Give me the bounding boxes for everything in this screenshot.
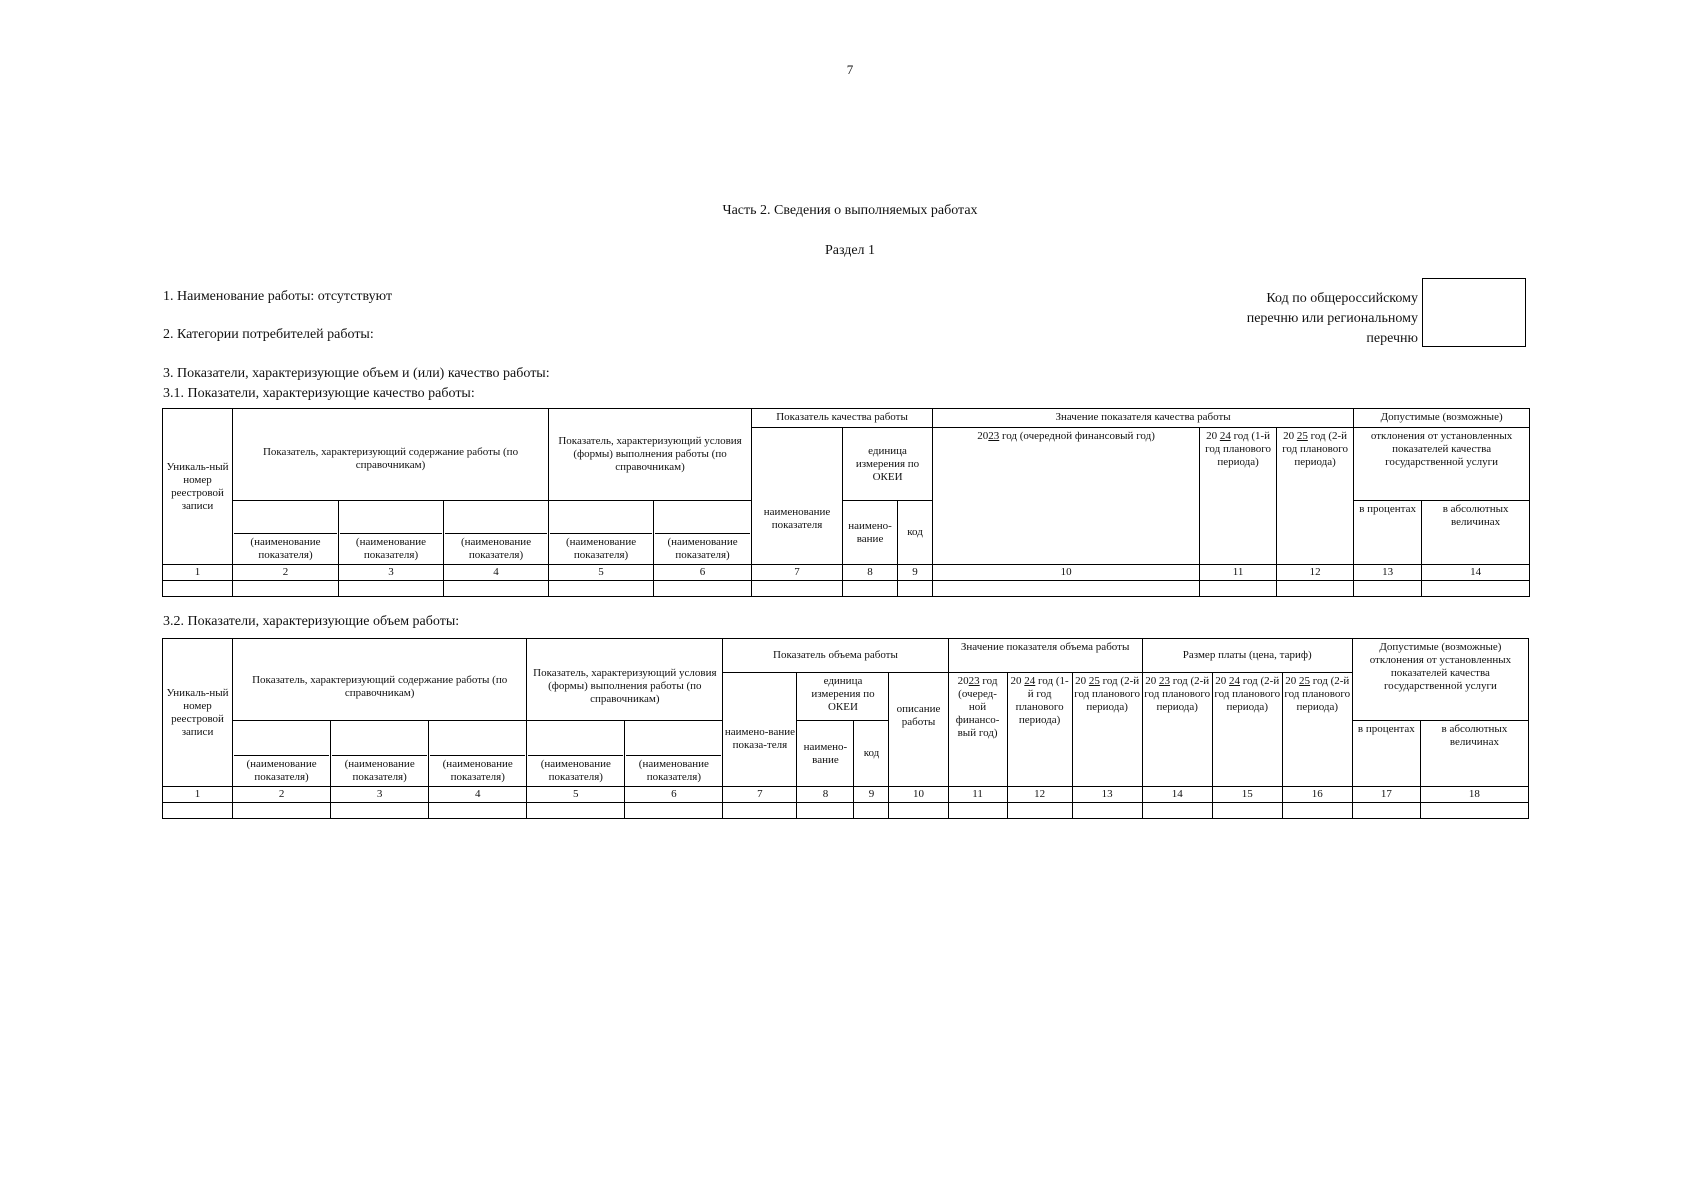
column-number-cell: 17 <box>1352 787 1420 803</box>
empty-cell <box>331 803 429 819</box>
unique-number-header: Уникаль-ный номер реестровой записи <box>163 639 233 787</box>
sub-name: (наименование показателя) <box>655 533 750 562</box>
empty-cell <box>898 581 933 597</box>
empty-cell <box>1200 581 1277 597</box>
absolute-header: в абсолютных величинах <box>1422 501 1530 565</box>
fee-year-3-header <box>1282 673 1352 787</box>
okei-unit-header: единица измерения по ОКЕИ <box>797 673 889 721</box>
year-value: 24 <box>1219 430 1231 442</box>
empty-cell <box>1354 581 1422 597</box>
year-prefix: 20 <box>1206 430 1218 442</box>
empty-cell <box>948 803 1007 819</box>
column-number-cell: 1 <box>163 787 233 803</box>
content-indicator-header: Показатель, характеризующий содержание работы (по справочникам) <box>233 409 549 501</box>
year-prefix: 20 <box>1010 675 1022 687</box>
empty-cell <box>933 581 1200 597</box>
year-value: 23 <box>968 675 980 687</box>
unique-number-header: Уникаль-ный номер реестровой записи <box>163 409 233 565</box>
indicator-name-header: наимено-вание показа-теля <box>723 673 797 787</box>
year-value: 25 <box>1299 675 1311 687</box>
empty-cell <box>843 581 898 597</box>
column-number-cell: 8 <box>797 787 854 803</box>
content-sub-3 <box>429 721 527 787</box>
column-number-cell: 4 <box>429 787 527 803</box>
column-number-cell: 7 <box>723 787 797 803</box>
year-prefix: 20 <box>957 675 969 687</box>
empty-cell <box>1212 803 1282 819</box>
empty-cell <box>723 803 797 819</box>
year-prefix: 20 <box>1075 675 1087 687</box>
column-number-cell: 16 <box>1282 787 1352 803</box>
volume-indicators-heading: 3.2. Показатели, характеризующие объем работы: <box>163 614 460 629</box>
sub-name: (наименование показателя) <box>626 755 721 784</box>
year-suffix: год (1-й год планового периода) <box>1015 675 1069 726</box>
column-number-cell: 8 <box>843 565 898 581</box>
year-value: 25 <box>1296 430 1308 442</box>
column-number-cell: 18 <box>1420 787 1528 803</box>
volume-indicator-header: Показатель объема работы <box>723 639 948 673</box>
volume-indicators-table <box>162 638 1529 819</box>
column-number-cell: 2 <box>233 565 339 581</box>
column-number-cell: 5 <box>549 565 654 581</box>
indicators-heading: 3. Показатели, характеризующие объем и (или) качество работы: <box>163 366 550 381</box>
year-value: 24 <box>1024 675 1036 687</box>
empty-cell <box>625 803 723 819</box>
empty-cell <box>444 581 549 597</box>
empty-cell <box>1072 803 1142 819</box>
column-number-cell: 3 <box>339 565 444 581</box>
unit-name-header: наимено-вание <box>797 721 854 787</box>
empty-cell <box>854 803 889 819</box>
column-number-cell: 11 <box>948 787 1007 803</box>
sub-name: (наименование показателя) <box>340 533 442 562</box>
content-sub-2 <box>339 501 444 565</box>
value-year-current-header <box>948 673 1007 787</box>
empty-cell <box>233 803 331 819</box>
empty-data-row <box>163 803 1529 819</box>
content-sub-1 <box>233 721 331 787</box>
year-suffix: год (очеред-ной финансо-вый год) <box>955 675 1000 739</box>
content-sub-3 <box>444 501 549 565</box>
indicator-name-header: наименование показателя <box>752 428 843 565</box>
column-numbers-row <box>163 565 1530 581</box>
empty-cell <box>797 803 854 819</box>
okei-unit-header: единица измерения по ОКЕИ <box>843 428 933 501</box>
year-suffix: год (2-й год планового периода) <box>1284 675 1351 713</box>
year-suffix: год (2-й год планового периода) <box>1282 430 1348 468</box>
quality-indicators-table <box>162 408 1530 597</box>
column-number-cell: 12 <box>1007 787 1072 803</box>
page-number: 7 <box>846 62 854 77</box>
column-number-cell: 5 <box>527 787 625 803</box>
conditions-indicator-header: Показатель, характеризующий условия (формы) выполнения работы (по справочникам) <box>549 409 752 501</box>
sub-name: (наименование показателя) <box>234 533 337 562</box>
part-title: Часть 2. Сведения о выполняемых работах <box>722 203 978 218</box>
conditions-sub-2 <box>625 721 723 787</box>
content-sub-1 <box>233 501 339 565</box>
column-number-cell: 13 <box>1354 565 1422 581</box>
sub-name: (наименование показателя) <box>550 533 652 562</box>
year-suffix: год (2-й год планового периода) <box>1074 675 1141 713</box>
column-number-cell: 9 <box>854 787 889 803</box>
allowed-deviation-sub: отклонения от установленных показателей качества государственной услуги <box>1354 428 1530 501</box>
column-number-cell: 15 <box>1212 787 1282 803</box>
conditions-sub-1 <box>549 501 654 565</box>
column-number-cell: 14 <box>1142 787 1212 803</box>
empty-cell <box>1142 803 1212 819</box>
column-number-cell: 10 <box>889 787 948 803</box>
description-header: описание работы <box>889 673 948 787</box>
quality-indicators-heading: 3.1. Показатели, характеризующие качество работы: <box>163 386 475 401</box>
column-numbers-row <box>163 787 1529 803</box>
year-suffix: год (1-й год планового периода) <box>1205 430 1271 468</box>
column-number-cell: 9 <box>898 565 933 581</box>
unit-code-header: код <box>854 721 889 787</box>
year-prefix: 20 <box>977 430 989 442</box>
sub-name: (наименование показателя) <box>430 755 525 784</box>
column-number-cell: 6 <box>625 787 723 803</box>
empty-cell <box>1352 803 1420 819</box>
column-number-cell: 4 <box>444 565 549 581</box>
empty-cell <box>527 803 625 819</box>
registry-code-label: Код по общероссийскому перечню или региональному перечню <box>1246 291 1418 346</box>
empty-cell <box>429 803 527 819</box>
year-plan2-header <box>1277 428 1354 565</box>
content-indicator-header: Показатель, характеризующий содержание работы (по справочникам) <box>233 639 527 721</box>
year-suffix: год (2-й год планового периода) <box>1144 675 1211 713</box>
year-plan1-header <box>1200 428 1277 565</box>
quality-indicator-header: Показатель качества работы <box>752 409 933 428</box>
fee-year-1-header <box>1142 673 1212 787</box>
year-value: 23 <box>1158 675 1170 687</box>
column-number-cell: 12 <box>1277 565 1354 581</box>
empty-cell <box>549 581 654 597</box>
year-current-header <box>933 428 1200 565</box>
column-number-cell: 13 <box>1072 787 1142 803</box>
sub-name: (наименование показателя) <box>445 533 547 562</box>
fee-year-2-header <box>1212 673 1282 787</box>
empty-cell <box>889 803 948 819</box>
absolute-header: в абсолютных величинах <box>1420 721 1528 787</box>
year-prefix: 20 <box>1215 675 1227 687</box>
column-number-cell: 10 <box>933 565 1200 581</box>
quality-value-header: Значение показателя качества работы <box>933 409 1354 428</box>
column-number-cell: 2 <box>233 787 331 803</box>
value-year-plan2-header <box>1072 673 1142 787</box>
percent-header: в процентах <box>1352 721 1420 787</box>
empty-cell <box>1007 803 1072 819</box>
empty-cell <box>1420 803 1528 819</box>
percent-header: в процентах <box>1354 501 1422 565</box>
section-title: Раздел 1 <box>824 243 876 258</box>
sub-name: (наименование показателя) <box>234 755 329 784</box>
column-number-cell: 11 <box>1200 565 1277 581</box>
empty-cell <box>163 803 233 819</box>
allowed-deviation-header: Допустимые (возможные) <box>1354 409 1530 428</box>
year-prefix: 20 <box>1285 675 1297 687</box>
unit-name-header: наимено-вание <box>843 501 898 565</box>
year-prefix: 20 <box>1145 675 1157 687</box>
empty-cell <box>1282 803 1352 819</box>
column-number-cell: 14 <box>1422 565 1530 581</box>
empty-cell <box>752 581 843 597</box>
year-value: 24 <box>1229 675 1240 687</box>
empty-cell <box>1277 581 1354 597</box>
value-year-plan1-header <box>1007 673 1072 787</box>
empty-cell <box>1422 581 1530 597</box>
work-name: 1. Наименование работы: отсутствуют <box>163 289 393 304</box>
consumer-categories: 2. Категории потребителей работы: <box>163 327 374 342</box>
empty-cell <box>339 581 444 597</box>
year-prefix: 20 <box>1283 430 1295 442</box>
fee-header: Размер платы (цена, тариф) <box>1142 639 1352 673</box>
unit-code-header: код <box>898 501 933 565</box>
empty-cell <box>163 581 233 597</box>
conditions-sub-1 <box>527 721 625 787</box>
column-number-cell: 3 <box>331 787 429 803</box>
registry-code-box <box>1422 278 1526 347</box>
column-number-cell: 6 <box>654 565 752 581</box>
empty-data-row <box>163 581 1530 597</box>
volume-value-header: Значение показателя объема работы <box>948 639 1142 673</box>
empty-cell <box>233 581 339 597</box>
sub-name: (наименование показателя) <box>528 755 623 784</box>
content-sub-2 <box>331 721 429 787</box>
year-value: 25 <box>1088 675 1100 687</box>
year-suffix: год (очередной финансовый год) <box>1002 430 1155 442</box>
conditions-sub-2 <box>654 501 752 565</box>
year-value: 23 <box>988 430 1000 442</box>
column-number-cell: 7 <box>752 565 843 581</box>
year-suffix: год (2-й год планового периода) <box>1214 675 1281 713</box>
column-number-cell: 1 <box>163 565 233 581</box>
allowed-deviation-header: Допустимые (возможные) отклонения от установленных показателей качества государственной услуги <box>1352 639 1528 721</box>
sub-name: (наименование показателя) <box>332 755 427 784</box>
conditions-indicator-header: Показатель, характеризующий условия (формы) выполнения работы (по справочникам) <box>527 639 723 721</box>
empty-cell <box>654 581 752 597</box>
